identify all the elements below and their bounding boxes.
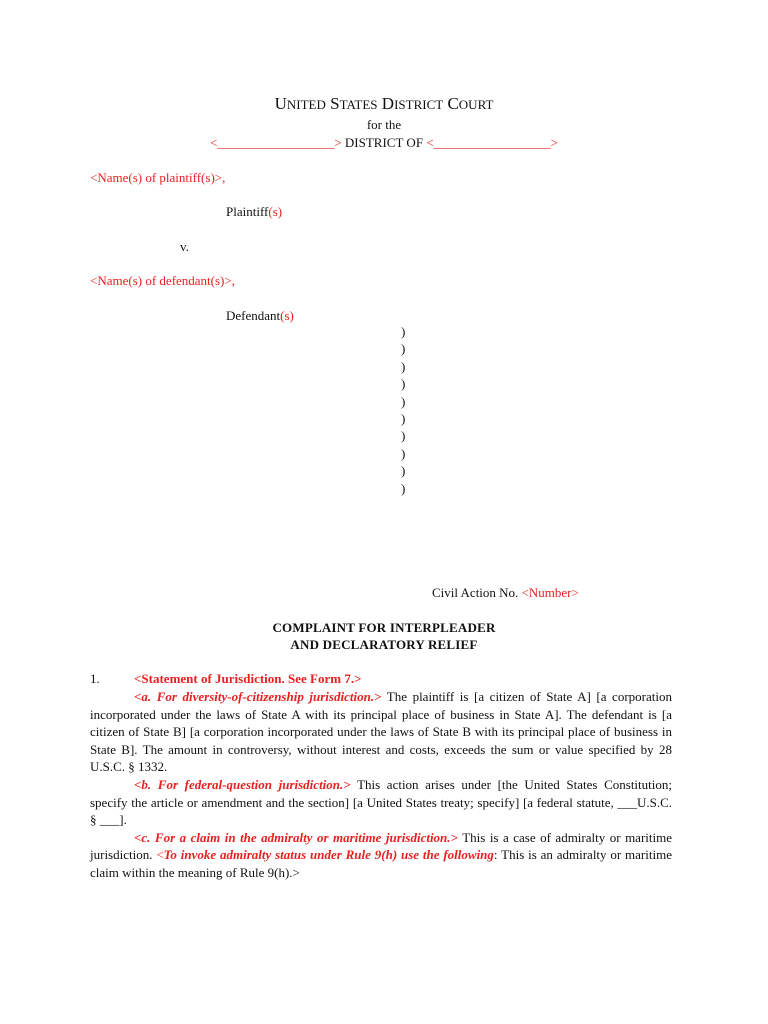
statement-heading-text: <Statement of Jurisdiction. See Form 7.> bbox=[134, 671, 362, 686]
statement-of-jurisdiction-heading bbox=[134, 671, 361, 687]
court-word-1-rest: NITED bbox=[286, 97, 326, 112]
caption-parenthesis: ) bbox=[401, 411, 406, 427]
civil-action-line bbox=[432, 585, 579, 601]
rule-9h-heading-text: To invoke admiralty status under Rule 9(h) use the following bbox=[163, 847, 494, 863]
rule-9h-heading bbox=[164, 847, 494, 862]
civil-action-label: Civil Action No. bbox=[432, 585, 522, 600]
defendant-label bbox=[226, 308, 294, 324]
caption-parenthesis: ) bbox=[401, 358, 406, 374]
caption-parenthesis: ) bbox=[401, 341, 406, 357]
jurisdiction-paragraph bbox=[90, 688, 672, 882]
plaintiff-label bbox=[226, 204, 282, 220]
court-word-3-initial: D bbox=[381, 94, 395, 113]
admiralty-text: This is a case of admiralty or maritime jurisdiction. bbox=[90, 829, 672, 863]
caption-parenthesis: ) bbox=[401, 428, 406, 444]
civil-action-number-placeholder: <Number> bbox=[521, 585, 579, 600]
caption-parenthesis: ) bbox=[401, 376, 406, 392]
caption-parenthesis: ) bbox=[401, 324, 406, 339]
federal-question-text: This action arises under [the United States Constitution; specify the article or amendment and the section] [a United States treaty; specify] [a federal statute, ___U.S.C. § ___]. bbox=[90, 776, 672, 828]
district-blank-right: <__________________> bbox=[426, 135, 558, 150]
court-word-2-initial: S bbox=[330, 94, 340, 113]
court-word-1-initial: U bbox=[274, 94, 287, 113]
defendant-label-text: Defendant bbox=[226, 308, 281, 323]
plaintiff-names-placeholder: <Name(s) of plaintiff(s)>, bbox=[90, 170, 226, 185]
rule-9h-text: : This is an admiralty or maritime claim within the meaning of Rule 9(h).> bbox=[90, 847, 672, 880]
court-word-2-rest: TATES bbox=[339, 97, 378, 112]
district-blank-left: <__________________> bbox=[210, 135, 342, 150]
diversity-text: The plaintiff is [a citizen of State A] [a corporation incorporated under the laws of State A with its principal place of business in State A]. The defendant is [a citizen of State B] [a corporation incorporated under the laws of State B with its principal place of business in State B]. The amount in controversy, without interest and costs, exceeds the sum or value specified by 28 U.S.C. § 1332. bbox=[90, 689, 672, 775]
plaintiff-label-text: Plaintiff bbox=[226, 204, 269, 219]
district-line bbox=[0, 135, 768, 151]
rule-9h-open-bracket: < bbox=[156, 847, 164, 863]
court-name bbox=[0, 94, 768, 115]
caption-parenthesis: ) bbox=[401, 445, 406, 461]
caption-parenthesis: ) bbox=[401, 463, 406, 479]
document-title-line-1: COMPLAINT FOR INTERPLEADER bbox=[272, 620, 496, 635]
diversity-heading-text: <a. For diversity-of-citizenship jurisdiction.> bbox=[134, 689, 382, 704]
document-title-line-2: AND DECLARATORY RELIEF bbox=[290, 637, 478, 652]
admiralty-heading bbox=[134, 830, 458, 845]
caption-parenthesis: ) bbox=[401, 480, 406, 496]
defendant-label-suffix: (s) bbox=[280, 308, 294, 323]
versus-label: v. bbox=[180, 239, 189, 254]
diversity-heading bbox=[134, 689, 381, 704]
court-word-4-rest: OURT bbox=[458, 97, 494, 112]
admiralty-heading-text: <c. For a claim in the admiralty or maritime jurisdiction.> bbox=[134, 829, 458, 845]
federal-question-heading bbox=[134, 777, 351, 792]
plaintiff-label-suffix: (s) bbox=[268, 204, 283, 219]
paragraph-number: 1. bbox=[90, 671, 100, 686]
for-the-line: for the bbox=[366, 117, 402, 132]
court-word-3-rest: ISTRICT bbox=[394, 97, 444, 112]
federal-question-heading-text: <b. For federal-question jurisdiction.> bbox=[134, 776, 351, 792]
district-of-label: DISTRICT OF bbox=[341, 135, 427, 150]
defendant-names-placeholder: <Name(s) of defendant(s)>, bbox=[90, 273, 235, 288]
caption-parenthesis: ) bbox=[401, 393, 406, 409]
court-word-4-initial: C bbox=[447, 94, 459, 113]
caption-parenthesis-column bbox=[401, 323, 405, 497]
